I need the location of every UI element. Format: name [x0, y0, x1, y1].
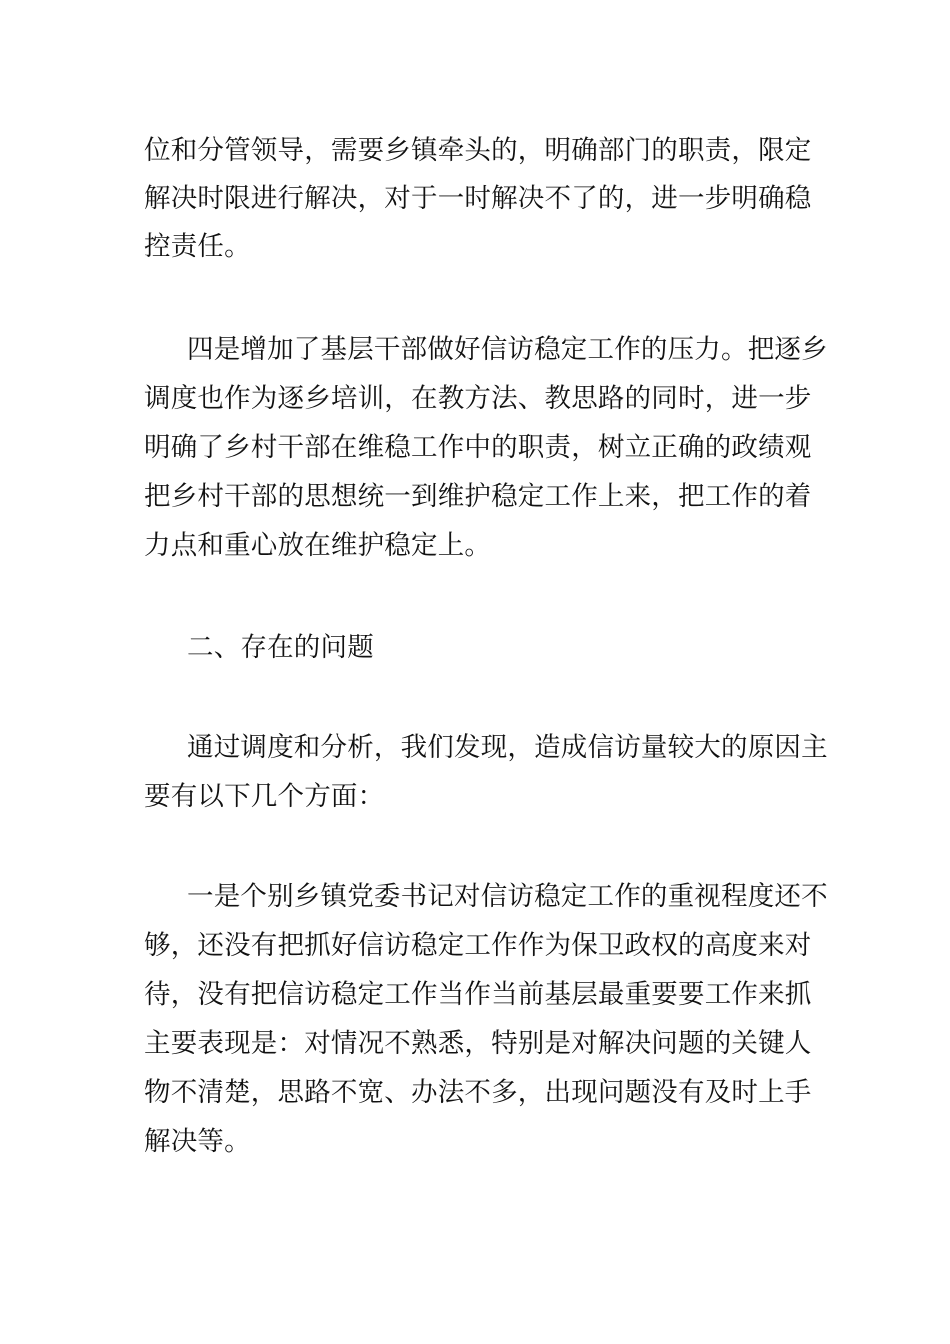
- text-line: 把乡村干部的思想统一到维护稳定工作上来，把工作的着: [144, 481, 812, 512]
- text-line: 解决时限进行解决，对于一时解决不了的，进一步明确稳: [144, 183, 812, 214]
- text-line: 力点和重心放在维护稳定上。: [144, 530, 492, 561]
- text-line: 控责任。: [144, 231, 251, 262]
- text-line: 明确了乡村干部在维稳工作中的职责，树立正确的政绩观: [144, 432, 812, 463]
- text-line: 通过调度和分析，我们发现，造成信访量较大的原因主: [187, 732, 828, 763]
- text-line: 待，没有把信访稳定工作当作当前基层最重要要工作来抓: [144, 979, 812, 1010]
- text-line: 一是个别乡镇党委书记对信访稳定工作的重视程度还不: [187, 881, 828, 912]
- text-line: 主要表现是：对情况不熟悉，特别是对解决问题的关键人: [144, 1028, 812, 1059]
- text-line: 够，还没有把抓好信访稳定工作作为保卫政权的高度来对: [144, 930, 812, 961]
- text-line: 四是增加了基层干部做好信访稳定工作的压力。把逐乡: [187, 334, 828, 365]
- text-line: 要有以下几个方面：: [144, 781, 385, 812]
- heading-text: 二、存在的问题: [187, 632, 374, 663]
- text-line: 调度也作为逐乡培训，在教方法、教思路的同时，进一步: [144, 383, 812, 414]
- text-line: 解决等。: [144, 1126, 251, 1157]
- text-line: 物不清楚，思路不宽、办法不多，出现问题没有及时上手: [144, 1077, 812, 1108]
- text-line: 位和分管领导，需要乡镇牵头的，明确部门的职责，限定: [144, 135, 812, 166]
